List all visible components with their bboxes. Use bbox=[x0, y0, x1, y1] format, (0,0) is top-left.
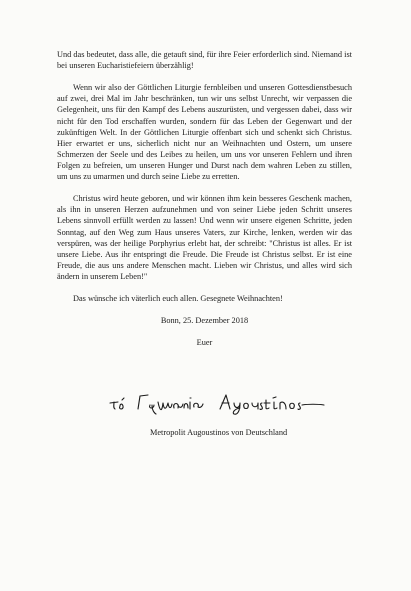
paragraph-1: Und das bedeutet, dass alle, die getauft sind, für ihre Feier erforderlich sind. Niemand ist bei unseren Eucharistiefeiern überzählig! bbox=[57, 50, 352, 71]
handwritten-signature-icon bbox=[108, 390, 338, 416]
paragraph-4: Das wünsche ich väterlich euch allen. Gesegnete Weihnachten! bbox=[73, 294, 283, 304]
closing: Euer bbox=[196, 338, 213, 348]
paragraph-2: Wenn wir also der Göttlichen Liturgie fernbleiben und unseren Gottesdienstbesuch auf zwei, drei Mal im Jahr beschränken, tun wir uns selbst Unrecht, wir verpassen die Gelegenheit, uns für den Kampf des Lebens auszurüsten, und vergessen dabei, dass wir nicht für den Tod erschaffen wurden, sondern für das Leben der Gegenwart und der zukünftigen Welt. In der Göttlichen Liturgie offenbart sich und schenkt sich Christus. Hier erwartet er uns, sicherlich nicht nur an Weihnachten und Ostern, um unsere Schmerzen der Seele und des Leibes zu heilen, um uns vor unseren Fehlern und ihren Folgen zu befreien, um unseren Hunger und Durst nach dem wahren Leben zu stillen, um uns zu umarmen und durch seine Liebe zu erretten. bbox=[57, 83, 352, 182]
letter-body bbox=[57, 49, 352, 349]
signer-name: Metropolit Augoustinos von Deutschland bbox=[150, 428, 288, 437]
place-date: Bonn, 25. Dezember 2018 bbox=[160, 316, 249, 326]
paragraph-3: Christus wird heute geboren, und wir können ihm kein besseres Geschenk machen, als ihn in unseren Herzen aufzunehmen und von seiner Liebe jeden Schritt unseres Lebens sinnvoll erfüllt werden zu lassen! Und wenn wir unsere eigenen Schritte, jeden Sonntag, auf den Weg zum Haus unseres Vaters, zur Kirche, lenken, werden wir das verspüren, was der heilige Porphyrius erlebt hat, der schreibt: "Christus ist alles. Er ist unsere Liebe. Aus ihr entspringt die Freude. Die Freude ist Christus selbst. Er ist eine Freude, die aus uns andere Menschen macht. Lieben wir Christus, und alles wird sich ändern in unserem Leben!" bbox=[57, 194, 352, 281]
